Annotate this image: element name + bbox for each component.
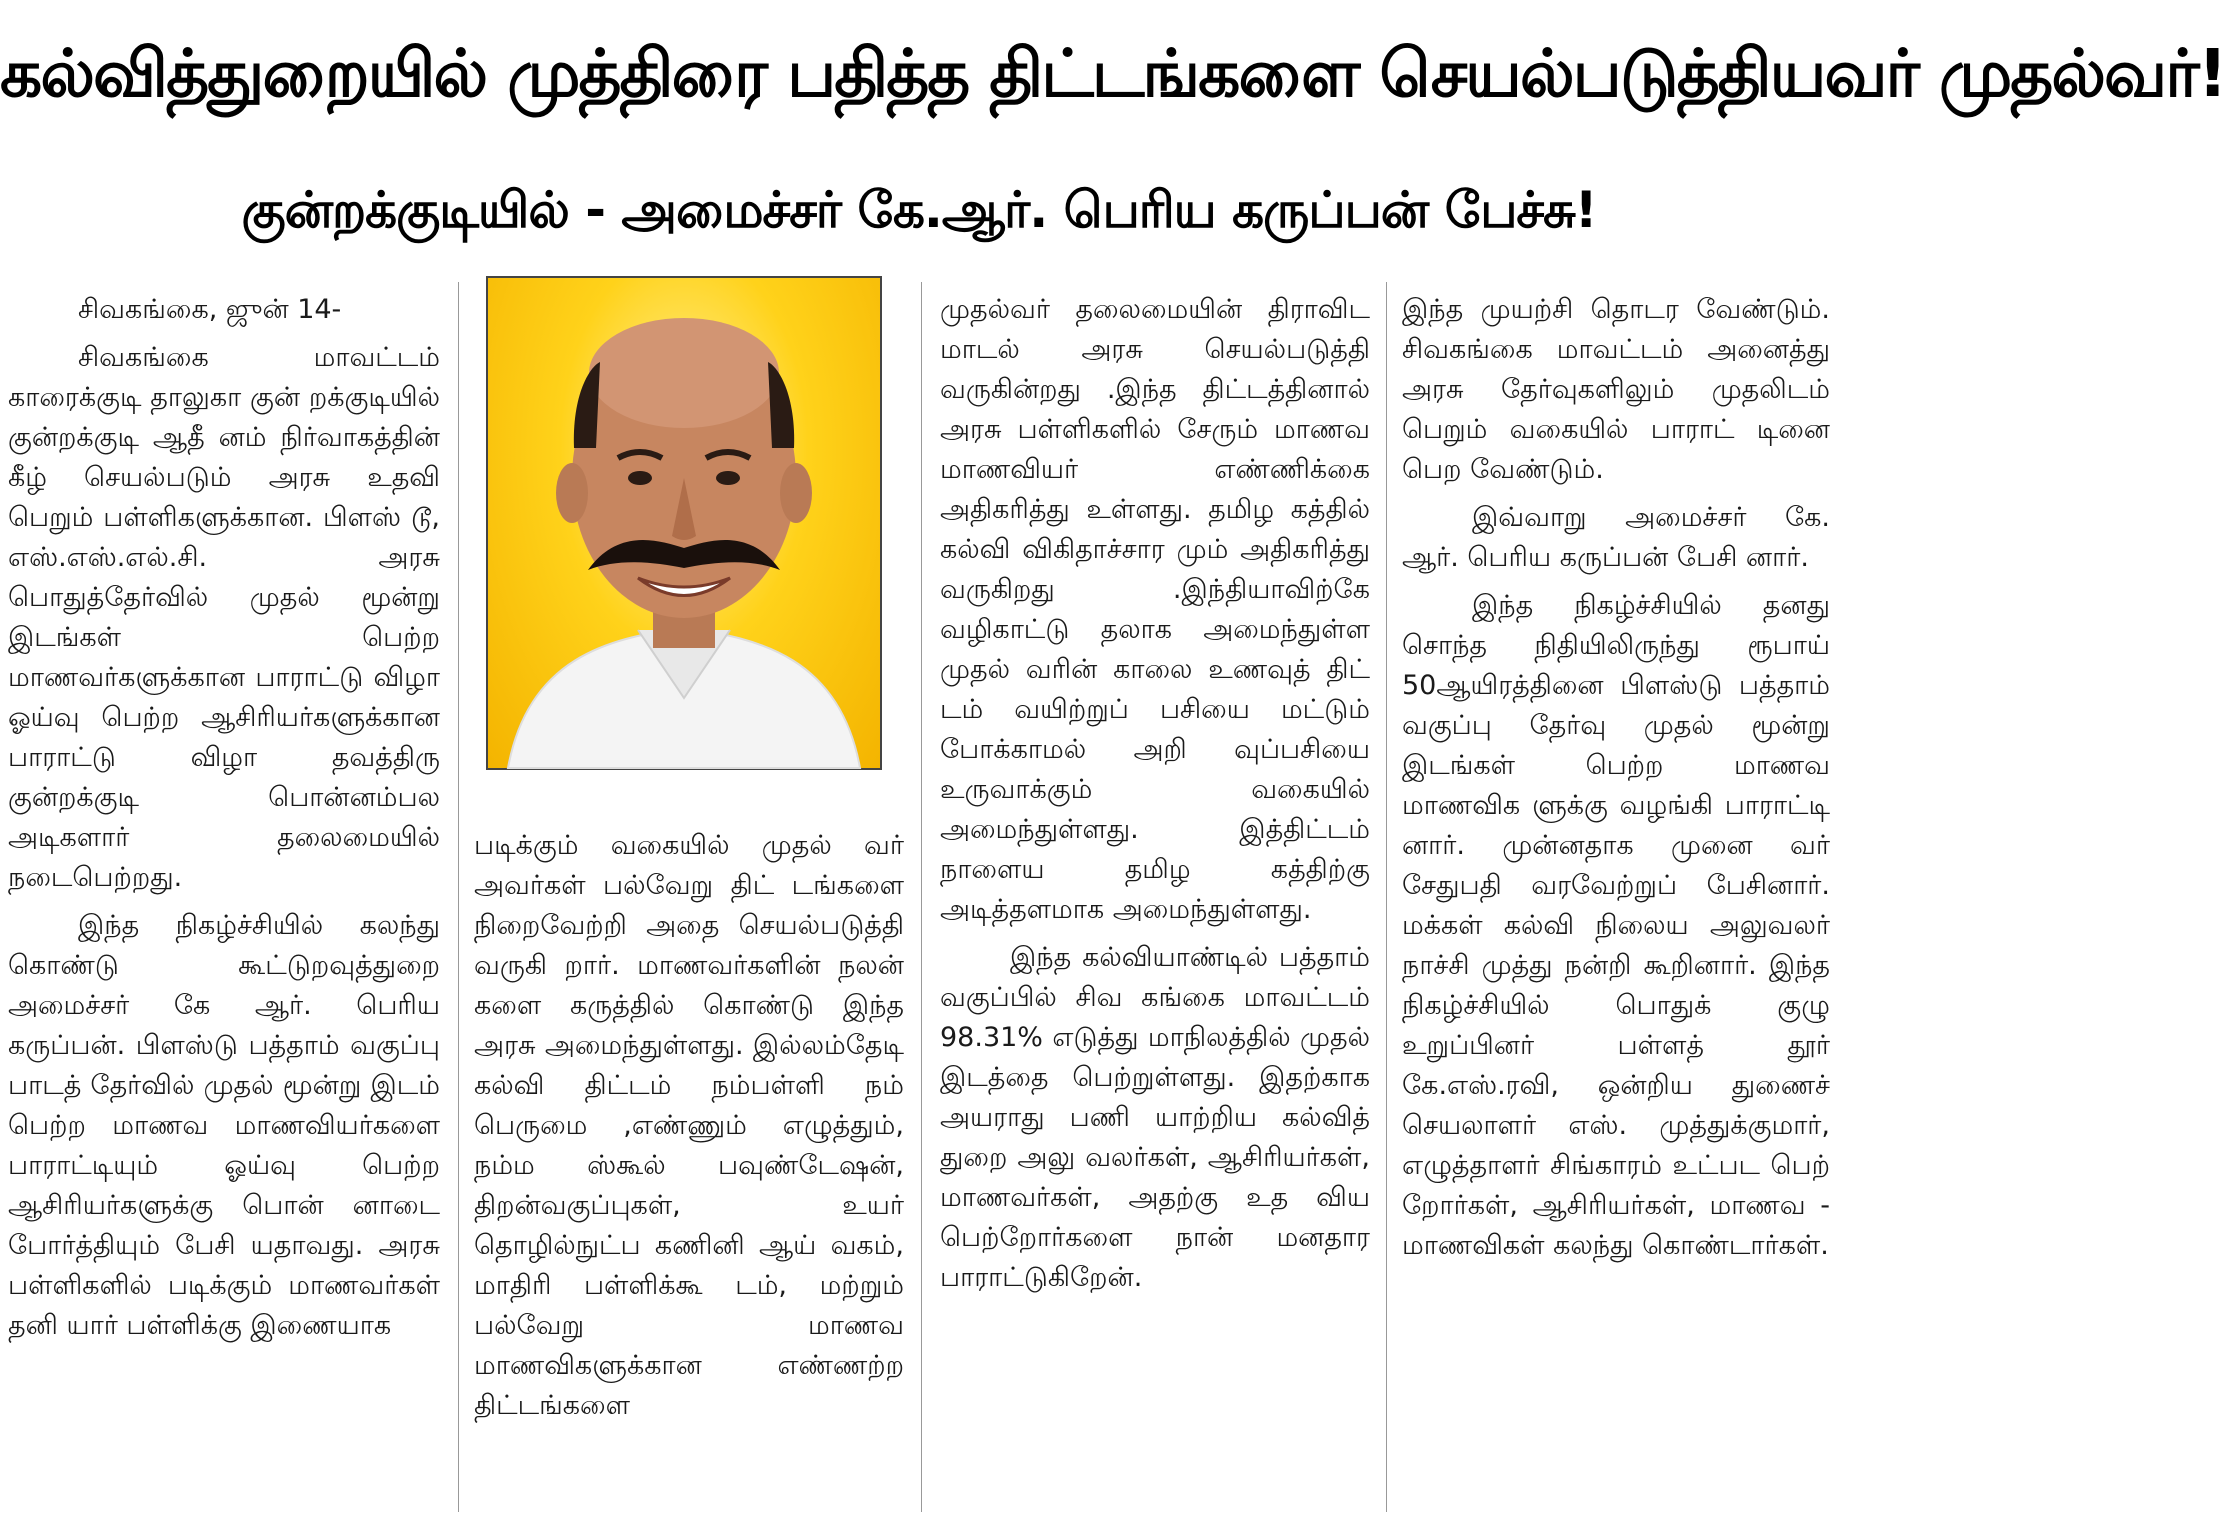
article-column-3 <box>940 290 1370 1298</box>
column-divider <box>921 282 922 1512</box>
article-paragraph: இந்த முயற்சி தொடர வேண்டும். சிவகங்கை மாவட்டம் அனைத்து அரசு தேர்வுகளிலும் முதலிடம் பெறும் வகையில் பாராட் டினை பெற வேண்டும். <box>1402 294 1830 485</box>
article-column-1 <box>8 290 440 1346</box>
column-divider <box>1386 282 1387 1512</box>
dateline: சிவகங்கை, ஜுன் 14- <box>78 294 342 325</box>
subheadline: குன்றக்குடியில் - அமைச்சர் கே.ஆர். பெரிய கருப்பன் பேச்சு! <box>241 181 1597 239</box>
article-paragraph: இந்த நிகழ்ச்சியில் தனது சொந்த நிதியிலிருந்து ரூபாய் 50ஆயிரத்தினை பிளஸ்டு பத்தாம் வகுப்பு தேர்வு முதல் மூன்று இடங்கள் பெற்ற மாணவ மாணவிக ளுக்கு வழங்கி பாராட்டி னார். முன்னதாக முனை வர் சேதுபதி வரவேற்றுப் பேசினார். மக்கள் கல்வி நிலைய அலுவலர் நாச்சி முத்து நன்றி கூறினார். இந்த நிகழ்ச்சியில் பொதுக் குழு உறுப்பினர் பள்ளத் தூர் கே.எஸ்.ரவி, ஒன்றிய துணைச் செயலாளர் எஸ். முத்துக்குமார், எழுத்தாளர் சிங்காரம் உட்பட பெற் றோர்கள், ஆசிரியர்கள், மாணவ - மாணவிகள் கலந்து கொண்டார்கள். <box>1402 590 1830 1261</box>
portrait-illustration <box>488 278 880 768</box>
article-column-4 <box>1402 290 1830 1266</box>
headline: கல்வித்துறையில் முத்திரை பதித்த திட்டங்களை செயல்படுத்தியவர் முதல்வர்! <box>0 35 2226 112</box>
article-paragraph: இந்த நிகழ்ச்சியில் கலந்து கொண்டு கூட்டுறவுத்துறை அமைச்சர் கே ஆர். பெரிய கருப்பன். பிளஸ்டு பத்தாம் வகுப்பு பாடத் தேர்வில் முதல் மூன்று இடம் பெற்ற மாணவ மாணவியர்களை பாராட்டியும் ஓய்வு பெற்ற ஆசிரியர்களுக்கு பொன் னாடை போர்த்தியும் பேசி யதாவது. அரசு பள்ளிகளில் படிக்கும் மாணவர்கள் தனி யார் பள்ளிக்கு இணையாக <box>8 910 440 1341</box>
column-divider <box>458 282 459 1512</box>
article-paragraph: இவ்வாறு அமைச்சர் கே. ஆர். பெரிய கருப்பன் பேசி னார். <box>1402 502 1830 573</box>
article-paragraph: முதல்வர் தலைமையின் திராவிட மாடல் அரசு செயல்படுத்தி வருகின்றது .இந்த திட்டத்தினால் அரசு பள்ளிகளில் சேரும் மாணவ மாணவியர் எண்ணிக்கை அதிகரித்து உள்ளது. தமிழ கத்தில் கல்வி விகிதாச்சார மும் அதிகரித்து வருகிறது .இந்தியாவிற்கே வழிகாட்டு தலாக அமைந்துள்ள முதல் வரின் காலை உணவுத் திட் டம் வயிற்றுப் பசியை மட்டும் போக்காமல் அறி வுப்பசியை உருவாக்கும் வகையில் அமைந்துள்ளது. இத்திட்டம் நாளைய தமிழ கத்திற்கு அடித்தளமாக அமைந்துள்ளது. <box>940 294 1370 925</box>
article-paragraph: இந்த கல்வியாண்டில் பத்தாம் வகுப்பில் சிவ கங்கை மாவட்டம் 98.31% எடுத்து மாநிலத்தில் முதல் இடத்தை பெற்றுள்ளது. இதற்காக அயராது பணி யாற்றிய கல்வித் துறை அலு வலர்கள், ஆசிரியர்கள், மாணவர்கள், அதற்கு உத விய பெற்றோர்களை நான் மனதார பாராட்டுகிறேன். <box>940 942 1370 1293</box>
article-paragraph: படிக்கும் வகையில் முதல் வர் அவர்கள் பல்வேறு திட் டங்களை நிறைவேற்றி அதை செயல்படுத்தி வருகி றார். மாணவர்களின் நலன் களை கருத்தில் கொண்டு இந்த அரசு அமைந்துள்ளது. இல்லம்தேடி கல்வி திட்டம் நம்பள்ளி நம் பெருமை ,எண்ணும் எழுத்தும், நம்ம ஸ்கூல் பவுண்டேஷன், திறன்வகுப்புகள், உயர் தொழில்நுட்ப கணினி ஆய் வகம், மாதிரி பள்ளிக்கூ டம், மற்றும் பல்வேறு மாணவ மாணவிகளுக்கான எண்ணற்ற திட்டங்களை <box>474 830 904 1421</box>
portrait-photo <box>486 276 882 770</box>
article-column-2 <box>474 826 904 1426</box>
article-paragraph: சிவகங்கை மாவட்டம் காரைக்குடி தாலுகா குன் றக்குடியில் குன்றக்குடி ஆதீ னம் நிர்வாகத்தின் கீழ் செயல்படும் அரசு உதவி பெறும் பள்ளிகளுக்கான. பிளஸ் டூ, எஸ்.எஸ்.எல்.சி. அரசு பொதுத்தேர்வில் முதல் மூன்று இடங்கள் பெற்ற மாணவர்களுக்கான பாராட்டு விழா ஓய்வு பெற்ற ஆசிரியர்களுக்கான பாராட்டு விழா தவத்திரு குன்றக்குடி பொன்னம்பல அடிகளார் தலைமையில் நடைபெற்றது. <box>8 342 440 893</box>
